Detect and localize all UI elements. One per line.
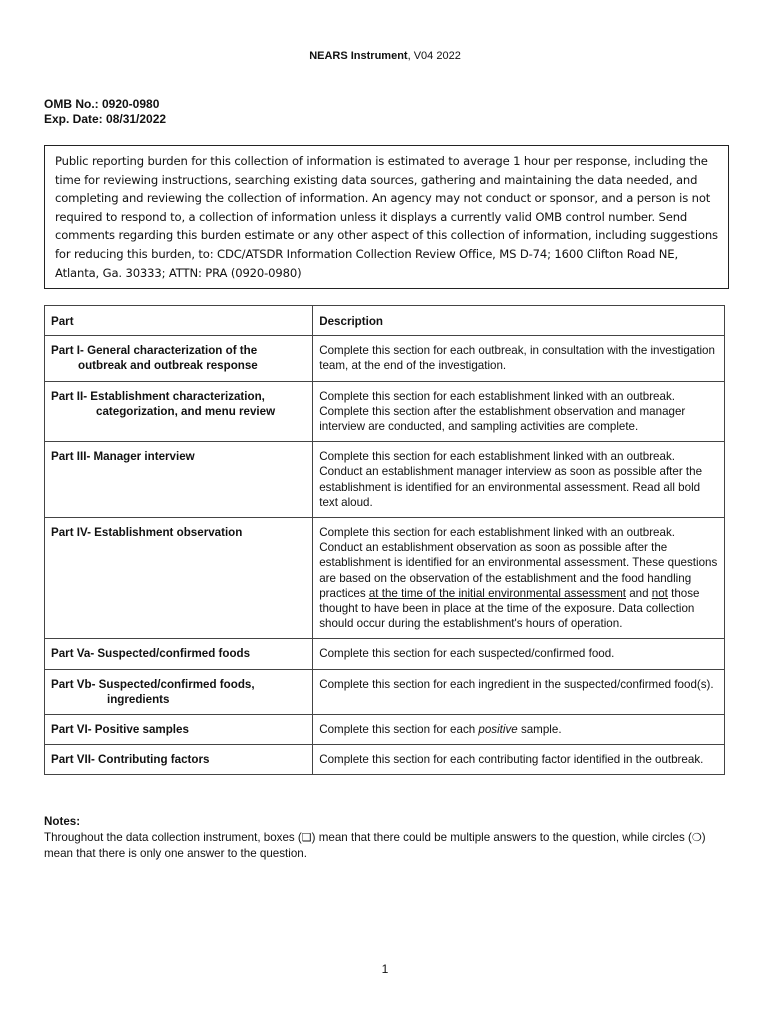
description-cell: Complete this section for each ingredient in the suspected/confirmed food(s). bbox=[313, 669, 725, 714]
description-text: sample. bbox=[517, 723, 562, 737]
description-cell: Complete this section for each establishment linked with an outbreak. Conduct an establishment manager interview as soon as possible after the establishment is identified for an environmental assessment. Read all bold text aloud. bbox=[313, 442, 725, 518]
description-text: Complete this section for each bbox=[319, 723, 479, 737]
part-cell bbox=[45, 381, 313, 442]
table-row bbox=[45, 381, 725, 442]
part-label-cont: ingredients bbox=[107, 692, 170, 706]
part-cell bbox=[45, 336, 313, 381]
part-cell: Part III- Manager interview bbox=[45, 442, 313, 518]
page-number: 1 bbox=[381, 962, 389, 976]
part-cell bbox=[45, 669, 313, 714]
description-text: those thought to have been in place at the time of the exposure. Data collection should occur during the establishment's hours of operation. bbox=[319, 586, 700, 631]
notes-text-part: ) mean that there could be multiple answers to the question, while circles ( bbox=[311, 831, 692, 844]
burden-statement: Public reporting burden for this collection of information is estimated to average 1 hour per response, including the time for reviewing instructions, searching existing data sources, gathering and maintaining the data needed, and completing and reviewing the collection of information. An agency may not conduct or sponsor, and a person is not required to respond to, a collection of information unless it displays a currently valid OMB control number. Send comments regarding this burden estimate or any other aspect of this collection of information, including suggestions for reducing this burden, to: CDC/ATSDR Information Collection Review Office, MS D-74; 1600 Clifton Road NE, Atlanta, Ga. 30333; ATTN: PRA (0920-0980) bbox=[44, 145, 729, 289]
description-cell bbox=[313, 518, 725, 639]
description-italic: positive bbox=[478, 723, 518, 737]
notes-text-part: Throughout the data collection instrument, boxes ( bbox=[44, 831, 302, 844]
part-label: Part I- General characterization of the bbox=[51, 344, 258, 358]
table-row bbox=[45, 442, 725, 518]
table-row bbox=[45, 669, 725, 714]
document-header bbox=[0, 50, 770, 62]
radio-circle-icon: ❍ bbox=[691, 831, 702, 844]
description-cell: Complete this section for each outbreak, in consultation with the investigation team, at the end of the investigation. bbox=[313, 336, 725, 381]
part-cell: Part Va- Suspected/confirmed foods bbox=[45, 639, 313, 669]
instrument-title: NEARS Instrument bbox=[309, 50, 408, 62]
table-row bbox=[45, 745, 725, 775]
part-cell: Part IV- Establishment observation bbox=[45, 518, 313, 639]
description-underlined: not bbox=[651, 586, 668, 600]
omb-number: OMB No.: 0920-0980 bbox=[44, 97, 160, 111]
part-label: Part II- Establishment characterization, bbox=[51, 389, 265, 403]
part-cell: Part VII- Contributing factors bbox=[45, 745, 313, 775]
description-text: Complete this section for each establishment linked with an outbreak. Conduct an establishment observation as soon as possible after the establishment is identified for an environmental assessment. These questions are based on the observation of the establishment and the food handling practices bbox=[319, 526, 718, 600]
description-cell: Complete this section for each contributing factor identified in the outbreak. bbox=[313, 745, 725, 775]
table-row bbox=[45, 715, 725, 745]
description-text: and bbox=[625, 586, 652, 600]
notes-text-part: ) mean that there is only one answer to the question. bbox=[44, 831, 706, 860]
part-cell: Part VI- Positive samples bbox=[45, 715, 313, 745]
description-cell bbox=[313, 715, 725, 745]
omb-block bbox=[44, 97, 166, 127]
part-label-cont: categorization, and menu review bbox=[96, 404, 276, 418]
description-cell: Complete this section for each suspected/confirmed food. bbox=[313, 639, 725, 669]
part-label: Part Vb- Suspected/confirmed foods, bbox=[51, 677, 255, 691]
table-row bbox=[45, 639, 725, 669]
table-row bbox=[45, 518, 725, 639]
omb-expiration: Exp. Date: 08/31/2022 bbox=[44, 112, 167, 126]
header-part: Part bbox=[45, 306, 313, 336]
notes-section bbox=[44, 814, 734, 862]
table-row bbox=[45, 336, 725, 381]
description-underlined: at the time of the initial environmental assessment bbox=[368, 586, 626, 600]
notes-title: Notes: bbox=[44, 815, 81, 828]
parts-table bbox=[44, 305, 725, 775]
table-header-row bbox=[45, 306, 725, 336]
notes-text bbox=[44, 830, 734, 862]
instrument-version: , V04 2022 bbox=[407, 50, 461, 62]
header-description: Description bbox=[313, 306, 725, 336]
description-cell: Complete this section for each establishment linked with an outbreak. Complete this section after the establishment observation and manager interview are conducted, and sampling activities are complete. bbox=[313, 381, 725, 442]
part-label-cont: outbreak and outbreak response bbox=[78, 359, 258, 373]
checkbox-icon: ❑ bbox=[301, 831, 312, 844]
